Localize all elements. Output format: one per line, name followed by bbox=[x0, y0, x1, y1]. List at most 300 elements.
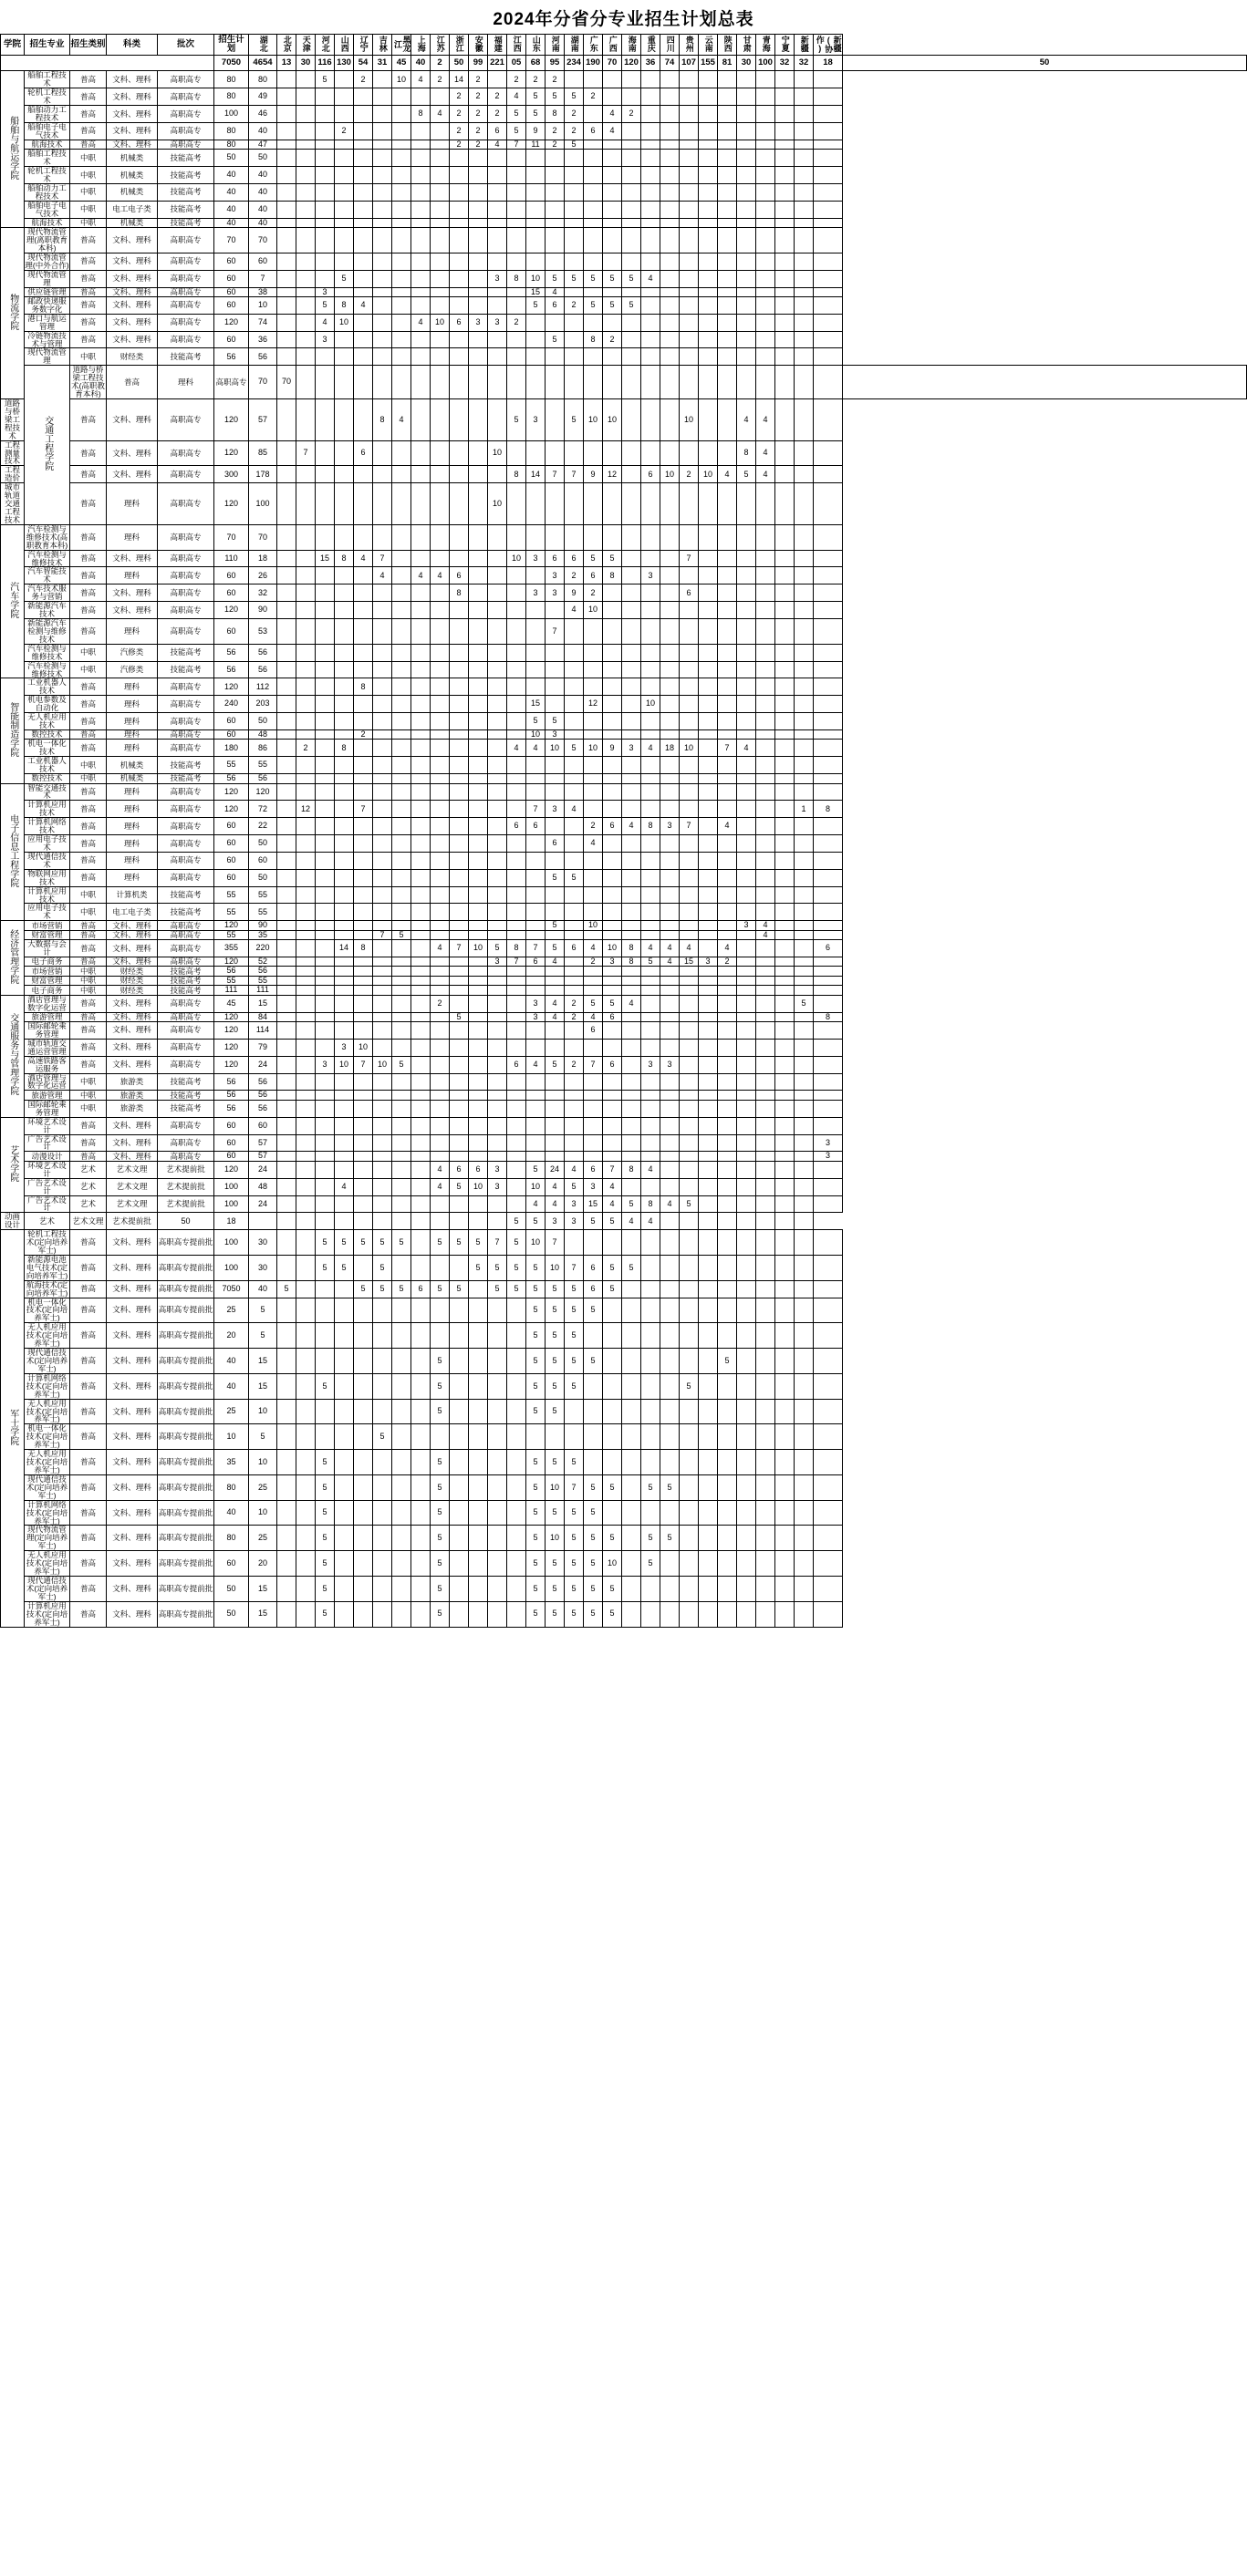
cell-78-19 bbox=[622, 1474, 641, 1500]
cell-35-10 bbox=[450, 740, 469, 757]
cell-47-27 bbox=[775, 930, 795, 939]
subject-cell: 艺术文理 bbox=[107, 1161, 158, 1178]
major-cell: 工程造价 bbox=[1, 466, 25, 483]
cell-52-7 bbox=[392, 986, 411, 995]
cell-58-9 bbox=[431, 1073, 450, 1091]
cell-55-9 bbox=[431, 1022, 450, 1040]
cell-1-13: 4 bbox=[507, 88, 526, 106]
cell-62-17 bbox=[584, 1134, 603, 1152]
cell-43-10 bbox=[450, 869, 469, 886]
cell-11-11 bbox=[469, 253, 488, 270]
cell-44-28 bbox=[795, 886, 814, 904]
header-col-major: 招生专业 bbox=[25, 35, 70, 56]
subject-cell: 文科、理科 bbox=[107, 228, 158, 253]
cell-44-17 bbox=[584, 886, 603, 904]
cell-6-1 bbox=[277, 167, 296, 184]
cell-56-14 bbox=[526, 1039, 546, 1056]
table-row bbox=[1, 1526, 1247, 1551]
cell-23-16 bbox=[565, 524, 584, 550]
cell-67-14: 5 bbox=[507, 1213, 526, 1230]
cell-22-23 bbox=[699, 483, 718, 525]
cell-14-2 bbox=[296, 296, 316, 314]
cell-77-15: 5 bbox=[546, 1450, 565, 1475]
major-cell: 新能源汽车技术 bbox=[25, 602, 70, 619]
cell-38-4 bbox=[335, 783, 354, 801]
subject-cell: 理科 bbox=[107, 678, 158, 696]
plan-cell: 120 bbox=[214, 399, 249, 441]
cell-10-0: 70 bbox=[249, 228, 277, 253]
cell-68-15: 7 bbox=[546, 1230, 565, 1256]
cell-48-12: 5 bbox=[488, 940, 507, 957]
cell-31-28 bbox=[795, 678, 814, 696]
cell-50-21 bbox=[660, 967, 680, 976]
major-cell: 汽车检测与维修技术 bbox=[25, 550, 70, 567]
cell-71-21 bbox=[660, 1298, 680, 1323]
batch-cell: 高职高专 bbox=[158, 921, 214, 930]
cell-44-19 bbox=[622, 886, 641, 904]
cell-69-1 bbox=[277, 1255, 296, 1280]
cell-34-14: 10 bbox=[526, 729, 546, 739]
table-row bbox=[1, 1551, 1247, 1577]
cell-40-11 bbox=[469, 818, 488, 835]
major-cell: 现代通信技术(定向培养军士) bbox=[25, 1576, 70, 1601]
cell-11-15 bbox=[546, 253, 565, 270]
cell-23-21 bbox=[660, 524, 680, 550]
cell-81-17: 5 bbox=[584, 1551, 603, 1577]
cell-39-1 bbox=[277, 801, 296, 818]
cell-66-29 bbox=[814, 1195, 843, 1213]
cell-22-3 bbox=[316, 483, 335, 525]
cell-82-25 bbox=[737, 1576, 756, 1601]
cell-51-21 bbox=[660, 976, 680, 985]
batch-cell: 高职高专 bbox=[158, 995, 214, 1012]
table-row bbox=[1, 270, 1247, 287]
cell-51-6 bbox=[373, 976, 392, 985]
cell-74-3: 5 bbox=[316, 1373, 335, 1399]
cell-14-5: 4 bbox=[354, 296, 373, 314]
cell-16-28 bbox=[795, 331, 814, 348]
cell-48-7 bbox=[392, 940, 411, 957]
cell-57-19 bbox=[622, 1056, 641, 1073]
cell-40-12 bbox=[488, 818, 507, 835]
batch-cell: 技能高考 bbox=[158, 644, 214, 661]
cell-80-5 bbox=[354, 1526, 373, 1551]
total-label-cell bbox=[1, 56, 214, 71]
table-row bbox=[1, 140, 1247, 149]
cell-70-15: 5 bbox=[546, 1280, 565, 1298]
cell-37-29 bbox=[814, 774, 843, 783]
plan-cell: 56 bbox=[214, 644, 249, 661]
cell-45-0: 55 bbox=[249, 904, 277, 921]
table-row bbox=[1, 713, 1247, 730]
cell-1-2 bbox=[296, 88, 316, 106]
cell-34-3 bbox=[316, 729, 335, 739]
cell-81-23 bbox=[699, 1551, 718, 1577]
cell-45-16 bbox=[565, 904, 584, 921]
cell-72-27 bbox=[775, 1323, 795, 1349]
cell-59-11 bbox=[469, 1091, 488, 1100]
cell-83-1 bbox=[277, 1601, 296, 1627]
cell-21-20: 6 bbox=[641, 466, 660, 483]
batch-cell: 技能高考 bbox=[158, 183, 214, 201]
cell-66-23 bbox=[699, 1195, 718, 1213]
cell-43-24 bbox=[718, 869, 737, 886]
cell-40-1 bbox=[277, 818, 296, 835]
cell-30-17 bbox=[584, 661, 603, 678]
subject-cell: 文科、理科 bbox=[107, 940, 158, 957]
cell-48-0: 220 bbox=[249, 940, 277, 957]
cell-13-27 bbox=[775, 287, 795, 296]
college-cell: 电子信息工程学院 bbox=[1, 783, 25, 921]
cell-6-25 bbox=[737, 167, 756, 184]
cell-75-16 bbox=[565, 1399, 584, 1424]
cell-21-9 bbox=[431, 466, 450, 483]
cell-31-14 bbox=[526, 678, 546, 696]
subject-cell: 文科、理科 bbox=[107, 1373, 158, 1399]
cell-46-25: 3 bbox=[737, 921, 756, 930]
cell-70-9: 5 bbox=[431, 1280, 450, 1298]
cell-36-26 bbox=[756, 757, 775, 774]
cell-49-25 bbox=[737, 957, 756, 967]
cell-49-23: 3 bbox=[699, 957, 718, 967]
cell-48-26 bbox=[756, 940, 775, 957]
cell-15-22 bbox=[680, 314, 699, 331]
cell-0-20 bbox=[641, 71, 660, 88]
cell-7-12 bbox=[488, 183, 507, 201]
batch-cell: 技能高考 bbox=[158, 986, 214, 995]
table-row bbox=[1, 1195, 1247, 1213]
cell-30-28 bbox=[795, 661, 814, 678]
cell-65-15: 4 bbox=[546, 1178, 565, 1195]
cell-73-7 bbox=[392, 1349, 411, 1374]
cell-65-3 bbox=[316, 1178, 335, 1195]
cell-11-29 bbox=[814, 253, 843, 270]
total-province-5: 54 bbox=[354, 56, 373, 71]
cell-60-19 bbox=[622, 1100, 641, 1117]
cell-60-6 bbox=[373, 1100, 392, 1117]
table-row bbox=[1, 585, 1247, 602]
cell-69-12: 5 bbox=[488, 1255, 507, 1280]
cell-62-3 bbox=[316, 1134, 335, 1152]
cell-5-5 bbox=[354, 150, 373, 167]
cell-69-13: 5 bbox=[507, 1255, 526, 1280]
cell-60-10 bbox=[450, 1100, 469, 1117]
header-province-25: 甘肃 bbox=[737, 35, 756, 56]
cell-65-24 bbox=[718, 1178, 737, 1195]
cell-54-25 bbox=[737, 1012, 756, 1021]
cell-15-13: 2 bbox=[507, 314, 526, 331]
cell-9-3 bbox=[316, 218, 335, 227]
cell-28-20 bbox=[641, 618, 660, 644]
cell-72-25 bbox=[737, 1323, 756, 1349]
cell-24-6: 7 bbox=[373, 550, 392, 567]
cell-29-27 bbox=[775, 644, 795, 661]
batch-cell: 高职高专 bbox=[158, 331, 214, 348]
cell-83-9: 5 bbox=[431, 1601, 450, 1627]
cell-31-26 bbox=[756, 678, 775, 696]
cell-82-22 bbox=[680, 1576, 699, 1601]
batch-cell: 高职高专提前批 bbox=[158, 1280, 214, 1298]
cell-22-12: 10 bbox=[488, 483, 507, 525]
cell-5-10 bbox=[450, 150, 469, 167]
cell-50-25 bbox=[737, 967, 756, 976]
cell-80-22 bbox=[680, 1526, 699, 1551]
cell-73-11 bbox=[469, 1349, 488, 1374]
cell-33-22 bbox=[680, 713, 699, 730]
cell-24-15: 6 bbox=[546, 550, 565, 567]
type-cell: 普高 bbox=[70, 140, 107, 149]
cell-62-5 bbox=[354, 1134, 373, 1152]
cell-76-4 bbox=[335, 1424, 354, 1450]
cell-51-26 bbox=[756, 976, 775, 985]
cell-56-6 bbox=[373, 1039, 392, 1056]
subject-cell: 文科、理科 bbox=[107, 1280, 158, 1298]
cell-70-14: 5 bbox=[526, 1280, 546, 1298]
cell-23-15 bbox=[546, 524, 565, 550]
cell-34-20 bbox=[641, 729, 660, 739]
cell-5-11 bbox=[469, 150, 488, 167]
cell-17-15 bbox=[546, 348, 565, 366]
subject-cell: 理科 bbox=[107, 524, 158, 550]
cell-48-23 bbox=[699, 940, 718, 957]
cell-18-25 bbox=[756, 366, 775, 399]
cell-46-23 bbox=[699, 921, 718, 930]
batch-cell: 高职高专 bbox=[158, 678, 214, 696]
table-row bbox=[1, 696, 1247, 713]
cell-1-0: 49 bbox=[249, 88, 277, 106]
cell-22-13 bbox=[507, 483, 526, 525]
cell-5-24 bbox=[718, 150, 737, 167]
cell-34-25 bbox=[737, 729, 756, 739]
cell-15-17 bbox=[584, 314, 603, 331]
cell-25-10: 6 bbox=[450, 567, 469, 585]
cell-51-19 bbox=[622, 976, 641, 985]
cell-46-3 bbox=[316, 921, 335, 930]
cell-11-13 bbox=[507, 253, 526, 270]
cell-26-12 bbox=[488, 585, 507, 602]
cell-69-0: 30 bbox=[249, 1255, 277, 1280]
cell-64-0: 24 bbox=[249, 1161, 277, 1178]
cell-8-19 bbox=[622, 201, 641, 218]
cell-72-2 bbox=[296, 1323, 316, 1349]
cell-7-26 bbox=[756, 183, 775, 201]
cell-76-8 bbox=[411, 1424, 431, 1450]
cell-22-1 bbox=[277, 483, 296, 525]
cell-50-23 bbox=[699, 967, 718, 976]
cell-51-16 bbox=[565, 976, 584, 985]
cell-71-6 bbox=[373, 1298, 392, 1323]
total-province-12: 221 bbox=[488, 56, 507, 71]
cell-43-13 bbox=[507, 869, 526, 886]
cell-22-17 bbox=[584, 483, 603, 525]
cell-77-10 bbox=[450, 1450, 469, 1475]
major-cell: 环境艺术设计 bbox=[25, 1117, 70, 1134]
cell-48-29: 6 bbox=[814, 940, 843, 957]
cell-43-0: 50 bbox=[249, 869, 277, 886]
cell-3-9 bbox=[431, 122, 450, 140]
type-cell: 艺术 bbox=[70, 1178, 107, 1195]
cell-73-26 bbox=[756, 1349, 775, 1374]
cell-66-22: 5 bbox=[680, 1195, 699, 1213]
cell-6-4 bbox=[335, 167, 354, 184]
cell-11-21 bbox=[660, 253, 680, 270]
batch-cell: 技能高考 bbox=[158, 1100, 214, 1117]
cell-63-0: 57 bbox=[249, 1152, 277, 1161]
cell-3-6 bbox=[373, 122, 392, 140]
cell-72-18 bbox=[603, 1323, 622, 1349]
cell-19-15 bbox=[546, 399, 565, 441]
major-cell: 船舶动力工程技术 bbox=[25, 106, 70, 123]
cell-44-14 bbox=[526, 886, 546, 904]
cell-30-19 bbox=[622, 661, 641, 678]
cell-14-29 bbox=[814, 296, 843, 314]
cell-61-24 bbox=[718, 1117, 737, 1134]
cell-4-7 bbox=[392, 140, 411, 149]
cell-80-3: 5 bbox=[316, 1526, 335, 1551]
cell-54-19 bbox=[622, 1012, 641, 1021]
cell-16-7 bbox=[392, 331, 411, 348]
cell-50-4 bbox=[335, 967, 354, 976]
cell-35-8 bbox=[411, 740, 431, 757]
cell-64-18: 7 bbox=[603, 1161, 622, 1178]
cell-61-23 bbox=[699, 1117, 718, 1134]
type-cell: 普高 bbox=[70, 1373, 107, 1399]
cell-0-0: 80 bbox=[249, 71, 277, 88]
cell-74-27 bbox=[775, 1373, 795, 1399]
header-province-13: 江西 bbox=[507, 35, 526, 56]
cell-7-3 bbox=[316, 183, 335, 201]
cell-82-6 bbox=[373, 1576, 392, 1601]
batch-cell: 艺术提前批 bbox=[158, 1178, 214, 1195]
cell-78-27 bbox=[775, 1474, 795, 1500]
cell-48-11: 10 bbox=[469, 940, 488, 957]
table-row bbox=[1, 602, 1247, 619]
cell-48-21: 4 bbox=[660, 940, 680, 957]
cell-27-22 bbox=[680, 602, 699, 619]
type-cell: 普高 bbox=[107, 366, 158, 399]
cell-76-7 bbox=[392, 1424, 411, 1450]
batch-cell: 高职高专 bbox=[158, 399, 214, 441]
cell-13-0: 38 bbox=[249, 287, 277, 296]
cell-6-18 bbox=[603, 167, 622, 184]
cell-1-8 bbox=[411, 88, 431, 106]
cell-31-6 bbox=[373, 678, 392, 696]
cell-71-18 bbox=[603, 1298, 622, 1323]
cell-11-19 bbox=[622, 253, 641, 270]
cell-71-3 bbox=[316, 1298, 335, 1323]
major-cell: 国际邮轮乘务管理 bbox=[25, 1022, 70, 1040]
cell-73-3 bbox=[316, 1349, 335, 1374]
batch-cell: 技能高考 bbox=[158, 348, 214, 366]
cell-55-25 bbox=[737, 1022, 756, 1040]
cell-53-28: 5 bbox=[795, 995, 814, 1012]
cell-76-14 bbox=[526, 1424, 546, 1450]
cell-9-22 bbox=[680, 218, 699, 227]
cell-72-9 bbox=[431, 1323, 450, 1349]
cell-17-11 bbox=[469, 348, 488, 366]
cell-8-17 bbox=[584, 201, 603, 218]
subject-cell: 文科、理科 bbox=[107, 1349, 158, 1374]
cell-4-18 bbox=[603, 140, 622, 149]
cell-49-29 bbox=[814, 957, 843, 967]
major-cell: 船舶电子电气技术 bbox=[25, 122, 70, 140]
cell-41-11 bbox=[469, 835, 488, 853]
cell-43-3 bbox=[316, 869, 335, 886]
cell-18-15 bbox=[565, 366, 584, 399]
batch-cell: 高职高专 bbox=[158, 869, 214, 886]
header-col-batch: 批次 bbox=[158, 35, 214, 56]
cell-39-3 bbox=[316, 801, 335, 818]
cell-38-1 bbox=[277, 783, 296, 801]
cell-56-5: 10 bbox=[354, 1039, 373, 1056]
cell-35-24: 7 bbox=[718, 740, 737, 757]
cell-64-3 bbox=[316, 1161, 335, 1178]
cell-46-22 bbox=[680, 921, 699, 930]
cell-64-14: 5 bbox=[526, 1161, 546, 1178]
cell-63-26 bbox=[756, 1152, 775, 1161]
cell-63-5 bbox=[354, 1152, 373, 1161]
type-cell: 中职 bbox=[70, 183, 107, 201]
cell-79-18 bbox=[603, 1500, 622, 1526]
cell-3-5 bbox=[354, 122, 373, 140]
cell-56-28 bbox=[795, 1039, 814, 1056]
cell-25-18: 8 bbox=[603, 567, 622, 585]
cell-36-29 bbox=[814, 757, 843, 774]
cell-17-0: 56 bbox=[249, 348, 277, 366]
cell-66-17: 15 bbox=[584, 1195, 603, 1213]
subject-cell: 理科 bbox=[107, 852, 158, 869]
cell-75-13 bbox=[507, 1399, 526, 1424]
cell-28-19 bbox=[622, 618, 641, 644]
cell-56-22 bbox=[680, 1039, 699, 1056]
cell-67-9 bbox=[411, 1213, 431, 1230]
cell-43-7 bbox=[392, 869, 411, 886]
cell-77-26 bbox=[756, 1450, 775, 1475]
cell-1-1 bbox=[277, 88, 296, 106]
cell-9-11 bbox=[469, 218, 488, 227]
cell-65-16: 5 bbox=[565, 1178, 584, 1195]
cell-54-14: 3 bbox=[526, 1012, 546, 1021]
total-province-23: 155 bbox=[699, 56, 718, 71]
cell-24-22: 7 bbox=[680, 550, 699, 567]
cell-50-7 bbox=[392, 967, 411, 976]
cell-36-23 bbox=[699, 757, 718, 774]
cell-15-7 bbox=[392, 314, 411, 331]
cell-0-21 bbox=[660, 71, 680, 88]
major-cell: 动画设计 bbox=[1, 1213, 25, 1230]
cell-29-13 bbox=[507, 644, 526, 661]
cell-76-10 bbox=[450, 1424, 469, 1450]
cell-17-1 bbox=[277, 348, 296, 366]
cell-42-3 bbox=[316, 852, 335, 869]
cell-62-0: 57 bbox=[249, 1134, 277, 1152]
type-cell: 普高 bbox=[70, 331, 107, 348]
cell-65-5 bbox=[354, 1178, 373, 1195]
cell-34-7 bbox=[392, 729, 411, 739]
cell-53-12 bbox=[488, 995, 507, 1012]
cell-16-16 bbox=[565, 331, 584, 348]
cell-63-13 bbox=[507, 1152, 526, 1161]
cell-39-28: 1 bbox=[795, 801, 814, 818]
cell-27-17: 10 bbox=[584, 602, 603, 619]
type-cell: 中职 bbox=[70, 986, 107, 995]
cell-72-17 bbox=[584, 1323, 603, 1349]
cell-79-8 bbox=[411, 1500, 431, 1526]
cell-79-14: 5 bbox=[526, 1500, 546, 1526]
subject-cell: 理科 bbox=[107, 483, 158, 525]
cell-68-29 bbox=[814, 1230, 843, 1256]
cell-41-6 bbox=[373, 835, 392, 853]
